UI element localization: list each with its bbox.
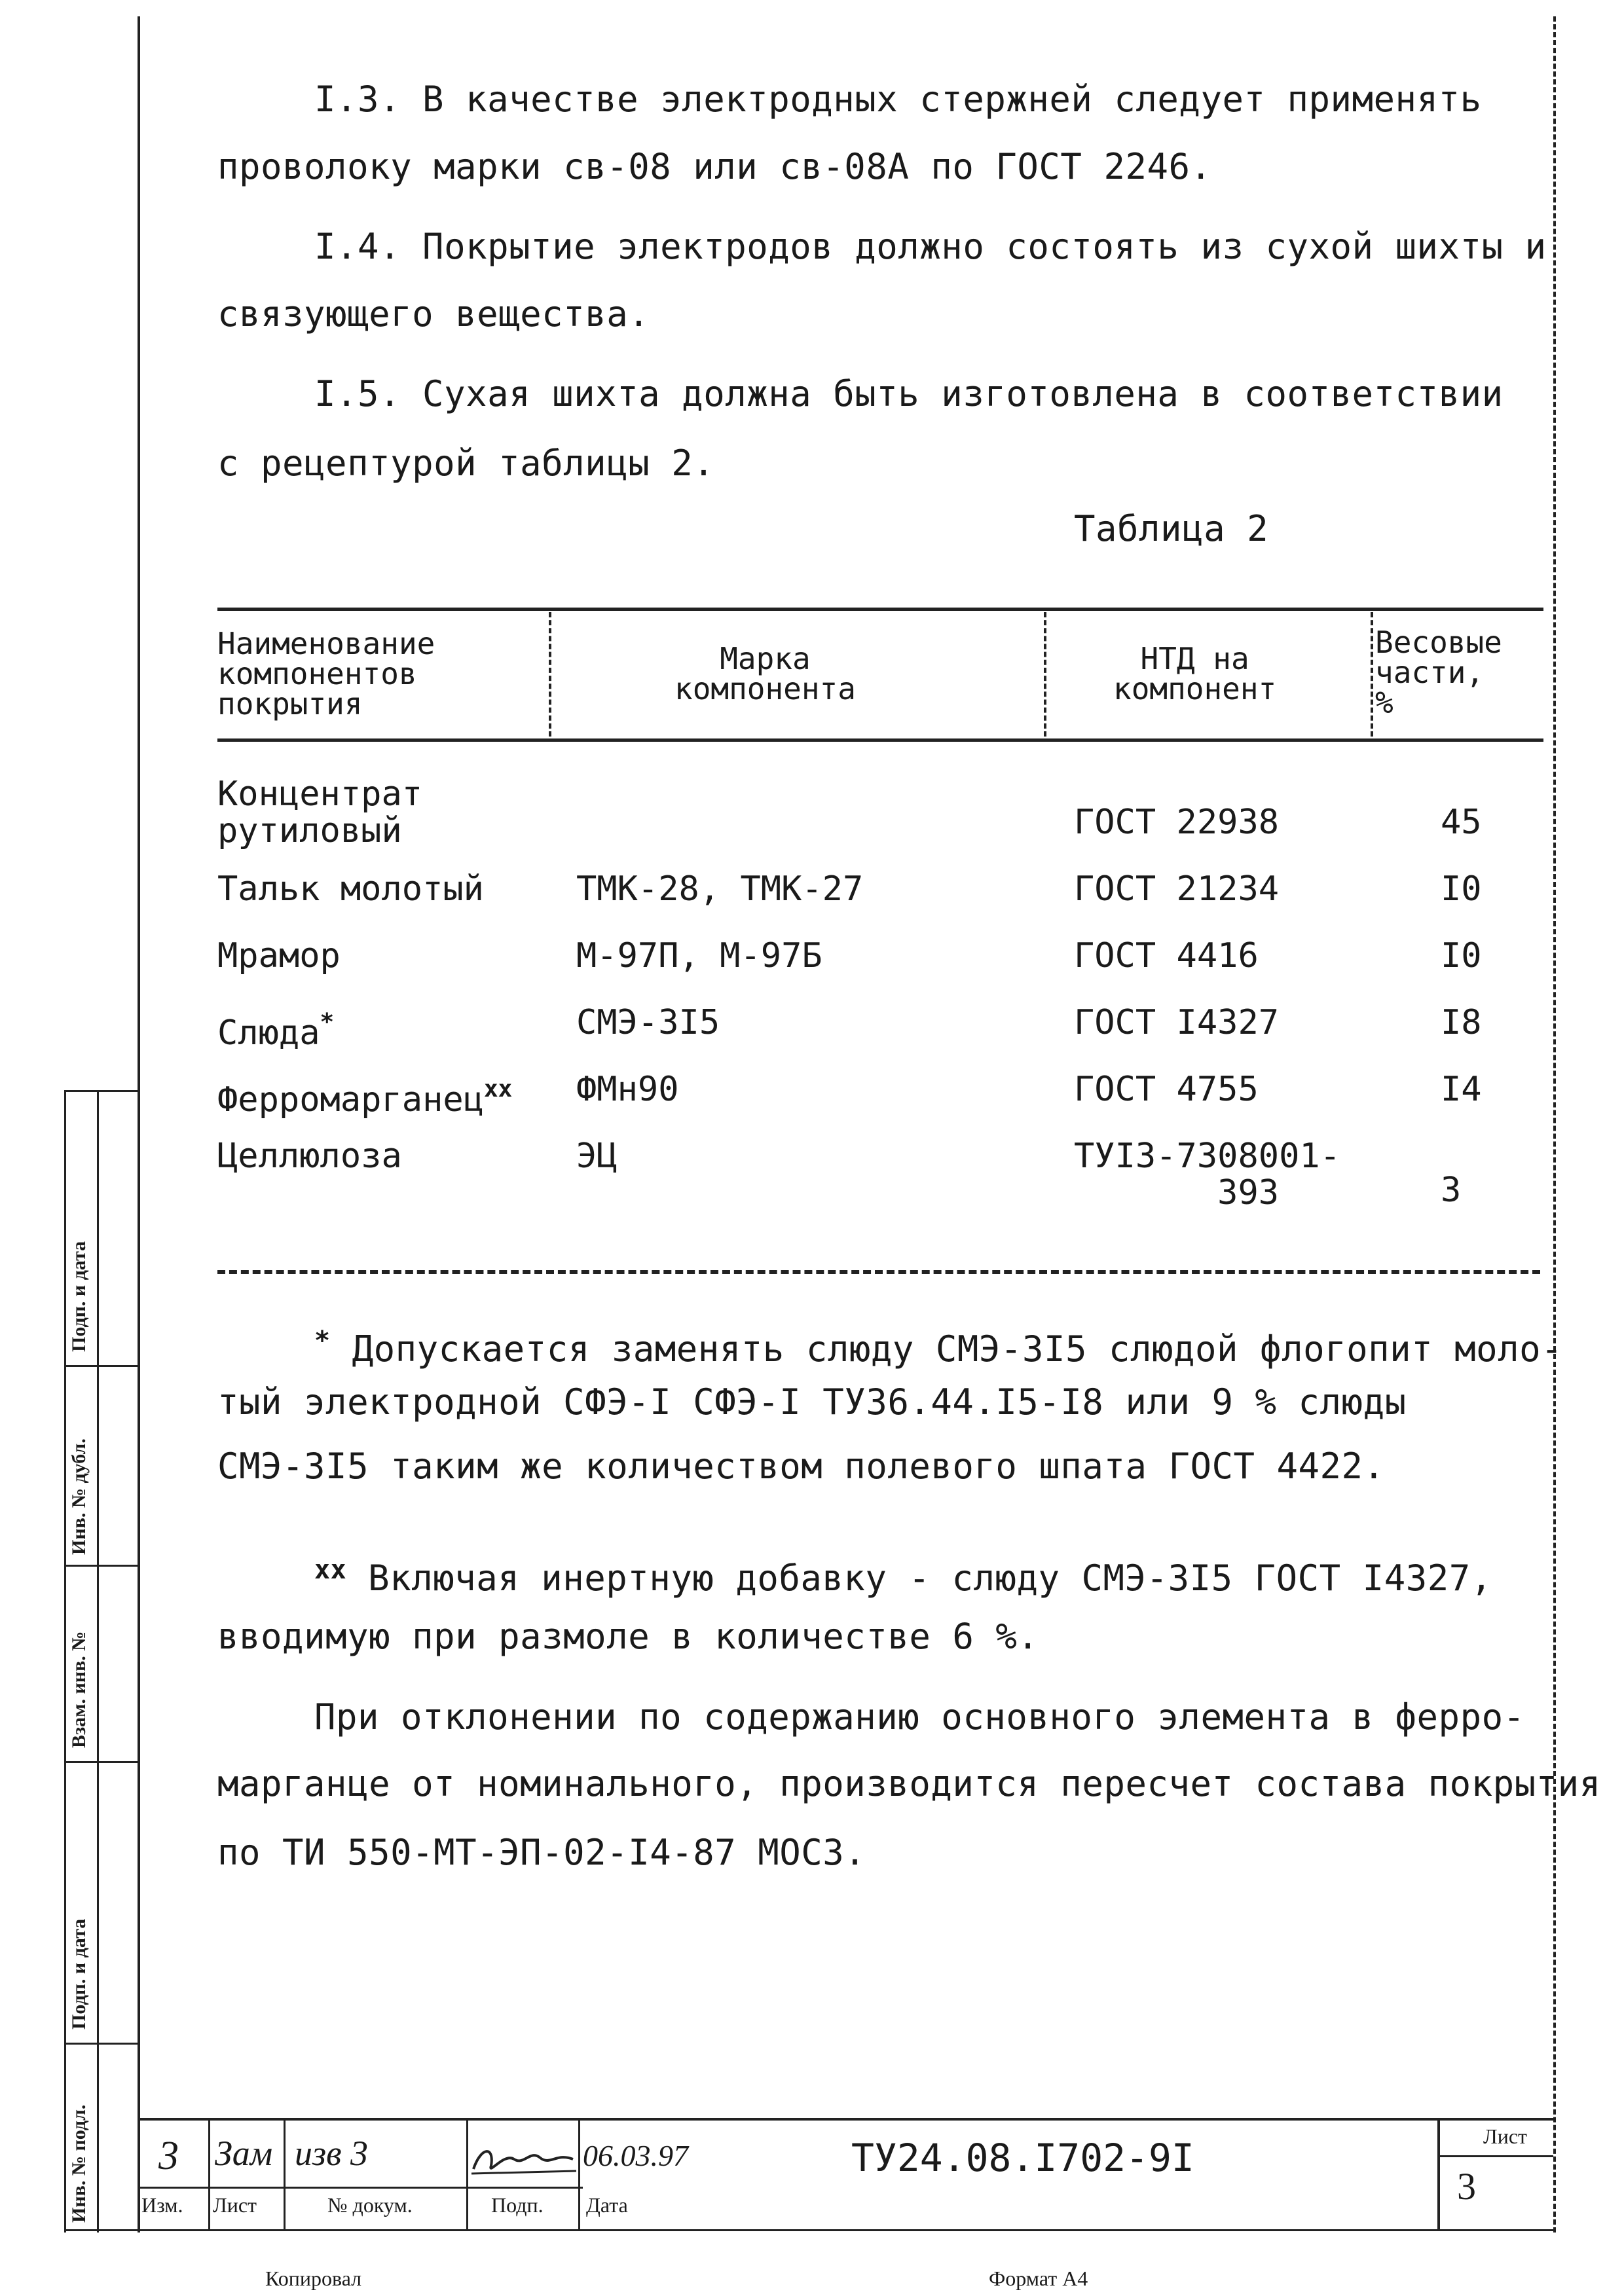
row-mark: М-97П, М-97Б <box>576 936 822 975</box>
row-weight: I0 <box>1441 869 1482 909</box>
table-col-divider-2 <box>1044 612 1046 737</box>
footnote-1-text: Допускается заменять слюду СМЭ-3I5 слюдой флогопит моло- <box>330 1328 1563 1370</box>
copied-label: Копировал <box>265 2267 362 2290</box>
paragraph-1-5-line-1: I.5. Сухая шихта должна быть изготовлена в соответствии <box>314 373 1504 414</box>
row-ntd: ГОСТ 21234 <box>1074 869 1280 909</box>
tb-label-podp: Подп. <box>491 2193 544 2217</box>
row-name: Тальк молотый <box>217 869 484 909</box>
paragraph-1-5-line-2: с рецептурой таблицы 2. <box>217 443 715 484</box>
row-weight: I4 <box>1441 1070 1482 1109</box>
row-ntd: ТУI3-7308001- 393 <box>1074 1137 1340 1212</box>
tb-col-line <box>1437 2118 1440 2229</box>
left-border <box>138 16 140 2232</box>
tb-col-line <box>284 2118 286 2229</box>
footnote-2-mark: xx <box>314 1555 347 1585</box>
footnote-mark-asterisk: * <box>320 1009 335 1036</box>
change-document: изв 3 <box>295 2134 369 2173</box>
side-stamp-outer-line <box>64 1090 66 2232</box>
row-ntd: ГОСТ 4416 <box>1074 936 1259 975</box>
footnote-2-line-1 <box>314 1550 1624 1598</box>
tb-label-list: Лист <box>213 2193 257 2217</box>
row-name: Концентрат рутиловый <box>217 774 423 850</box>
footnote-2-text: Включая инертную добавку - слюду СМЭ-3I5 ГОСТ I4327, <box>346 1558 1492 1599</box>
handwritten-signature <box>468 2140 580 2179</box>
header-ntd: НТД на компонент <box>1113 641 1277 706</box>
side-label-podp-data-2: Подп. и дата <box>68 1241 90 1352</box>
row-ntd: ГОСТ 22938 <box>1074 803 1280 842</box>
footnote-2-line-2: вводимую при размоле в количестве 6 %. <box>217 1616 1039 1657</box>
side-label-podp-data-1: Подп. и дата <box>68 1918 90 2030</box>
row-weight: I8 <box>1441 1003 1482 1042</box>
sheet-number: 3 <box>1457 2165 1476 2208</box>
row-name <box>217 1004 334 1051</box>
footnote-1-line-1 <box>314 1321 1624 1369</box>
table-col-divider-3 <box>1371 612 1373 737</box>
row-mark: СМЭ-3I5 <box>576 1003 720 1042</box>
header-component-mark: Марка компонента <box>674 641 856 706</box>
footnote-mark-xx: xx <box>484 1076 513 1102</box>
title-block-mid-rule <box>138 2187 583 2189</box>
paragraph-1-4-line-2: связующего вещества. <box>217 293 650 335</box>
format-label: Формат А4 <box>989 2267 1088 2290</box>
footnote-1-mark: * <box>314 1326 331 1356</box>
change-number: 3 <box>158 2134 179 2178</box>
row-name-text: Ферромарганец <box>217 1080 484 1120</box>
paragraph-1-3-line-2: проволоку марки св-08 или св-08А по ГОСТ 2246. <box>217 146 1212 187</box>
right-border <box>1553 16 1556 2232</box>
row-mark: ФМн90 <box>576 1070 679 1109</box>
side-stamp-rule <box>64 2229 138 2231</box>
row-mark: ТМК-28, ТМК-27 <box>576 869 864 909</box>
paragraph-1-3-line-1: I.3. В качестве электродных стержней следует применять <box>314 79 1482 120</box>
table-top-rule <box>217 608 1543 611</box>
side-stamp-rule <box>64 2043 138 2045</box>
row-mark: ЭЦ <box>576 1137 618 1176</box>
deviation-paragraph-line-2: марганце от номинального, производится пересчет состава покрытия <box>217 1763 1601 1804</box>
side-stamp-inner-line <box>97 1090 99 2232</box>
sheet-label: Лист <box>1483 2124 1528 2148</box>
paragraph-1-4-line-1: I.4. Покрытие электродов должно состоять из сухой шихты и <box>314 226 1547 267</box>
table-end-separator <box>217 1270 1540 1274</box>
document-code: ТУ24.08.I702-9I <box>851 2136 1194 2180</box>
row-weight: I0 <box>1441 936 1482 975</box>
table-caption: Таблица 2 <box>1074 508 1269 549</box>
tb-label-data: Дата <box>586 2193 628 2217</box>
tb-label-izm: Изм. <box>141 2193 183 2217</box>
header-component-name: Наименование компонентов покрытия <box>217 626 435 721</box>
change-date: 06.03.97 <box>583 2139 688 2172</box>
side-label-inv-dubl: Инв. № дубл. <box>68 1438 90 1555</box>
row-ntd: ГОСТ 4755 <box>1074 1070 1259 1109</box>
title-block-bottom-rule <box>138 2229 1553 2231</box>
row-name-text: Слюда <box>217 1013 320 1053</box>
table-col-divider-1 <box>549 612 551 737</box>
table-header-bottom-rule <box>217 738 1543 742</box>
tb-label-doc: № докум. <box>327 2193 413 2217</box>
footnote-1-line-3: СМЭ-3I5 таким же количеством полевого шпата ГОСТ 4422. <box>217 1446 1385 1487</box>
change-sheet: Зам <box>215 2134 273 2173</box>
tb-col-line <box>208 2118 210 2229</box>
header-weight-parts: Весовые части, % <box>1375 625 1502 720</box>
side-label-inv-podl: Инв. № подл. <box>68 2104 90 2223</box>
footnote-1-line-2: тый электродной СФЭ-I СФЭ-I ТУ36.44.I5-I8 или 9 % слюды <box>217 1381 1407 1423</box>
side-label-vzam-inv: Взам. инв. № <box>68 1631 90 1748</box>
row-name: Мрамор <box>217 936 341 975</box>
side-stamp-rule <box>64 1761 138 1763</box>
row-weight: 45 <box>1441 803 1482 842</box>
title-block-top-rule <box>138 2118 1553 2121</box>
title-block-sheet-rule <box>1439 2155 1553 2157</box>
row-ntd: ГОСТ I4327 <box>1074 1003 1280 1042</box>
row-weight: 3 <box>1441 1171 1462 1210</box>
row-name <box>217 1071 512 1118</box>
deviation-paragraph-line-3: по ТИ 550-МТ-ЭП-02-I4-87 МОСЗ. <box>217 1832 866 1873</box>
deviation-paragraph-line-1: При отклонении по содержанию основного элемента в ферро- <box>314 1696 1525 1738</box>
side-stamp-rule <box>64 1090 138 1092</box>
side-stamp-rule <box>64 1565 138 1567</box>
row-name: Целлюлоза <box>217 1137 402 1176</box>
side-stamp-rule <box>64 1365 138 1367</box>
